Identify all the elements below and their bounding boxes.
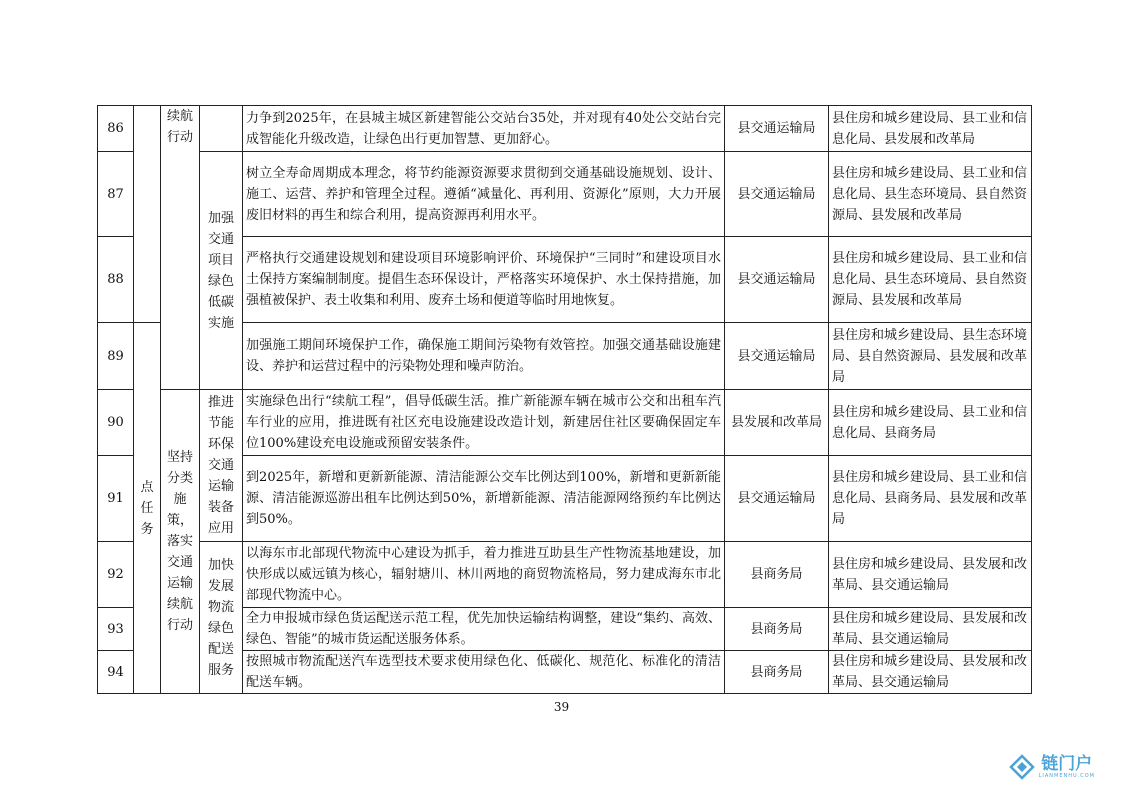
lead-unit: 县交通运输局 xyxy=(725,456,829,542)
task-content: 按照城市物流配送汽车选型技术要求使用绿色化、低碳化、规范化、标准化的清洁配送车辆。 xyxy=(243,651,725,694)
watermark-logo xyxy=(1009,754,1095,780)
table-row xyxy=(98,390,1032,456)
row-number: 91 xyxy=(98,456,134,542)
diamond-logo-icon xyxy=(1009,754,1035,780)
cooperating-units: 县住房和城乡建设局、县工业和信息化局、县商务局、县发展和改革局 xyxy=(829,456,1032,542)
cooperating-units: 县住房和城乡建设局、县工业和信息化局、县生态环境局、县自然资源局、县发展和改革局 xyxy=(829,237,1032,323)
task-content: 严格执行交通建设规划和建设项目环境影响评价、环境保护“三同时”和建设项目水土保持方案编制制度。提倡生态环保设计，严格落实环境保护、水土保持措施，加强植被保护、表土收集和利用、废弃土场和便道等临时用地恢复。 xyxy=(243,237,725,323)
row-number: 87 xyxy=(98,152,134,237)
cooperating-units: 县住房和城乡建设局、县发展和改革局、县交通运输局 xyxy=(829,542,1032,608)
lead-unit: 县交通运输局 xyxy=(725,237,829,323)
row-number: 90 xyxy=(98,390,134,456)
row-number: 89 xyxy=(98,323,134,390)
row-number: 93 xyxy=(98,608,134,651)
cooperating-units: 县住房和城乡建设局、县发展和改革局、县交通运输局 xyxy=(829,651,1032,694)
watermark-title: 链门户 xyxy=(1041,754,1093,774)
table-row xyxy=(98,106,1032,152)
table-row xyxy=(98,542,1032,608)
lead-unit: 县交通运输局 xyxy=(725,106,829,152)
cooperating-units: 县住房和城乡建设局、县发展和改革局、县交通运输局 xyxy=(829,608,1032,651)
lead-unit: 县发展和改革局 xyxy=(725,390,829,456)
lead-unit: 县商务局 xyxy=(725,608,829,651)
cooperating-units: 县住房和城乡建设局、县工业和信息化局、县生态环境局、县自然资源局、县发展和改革局 xyxy=(829,152,1032,237)
category-cell-empty xyxy=(134,106,161,323)
watermark-subtitle: LIANMENHU.COM xyxy=(1038,773,1095,779)
task-content: 到2025年，新增和更新新能源、清洁能源公交车比例达到100%，新增和更新新能源、清洁能源巡游出租车比例达到50%，新增新能源、清洁能源网络预约车比例达到50%。 xyxy=(243,456,725,542)
subcategory-keypoint xyxy=(161,390,200,694)
category-main xyxy=(134,323,161,694)
table-row xyxy=(98,152,1032,237)
category-main-text: 点任务 xyxy=(140,479,154,537)
task-content: 树立全寿命周期成本理念，将节约能源资源要求贯彻到交通基础设施规划、设计、施工、运营、养护和管理全过程。遵循“减量化、再利用、资源化”原则，大力开展废旧材料的再生和综合利用，提高资源再利用水平。 xyxy=(243,152,725,237)
task-content: 力争到2025年，在县城主城区新建智能公交站台35处，并对现有40处公交站台完成智能化升级改造，让绿色出行更加智慧、更加舒心。 xyxy=(243,106,725,152)
row-number: 92 xyxy=(98,542,134,608)
task-content: 以海东市北部现代物流中心建设为抓手，着力推进互助县生产性物流基地建设，加快形成以威远镇为核心，辐射塘川、林川两地的商贸物流格局，努力建成海东市北部现代物流中心。 xyxy=(243,542,725,608)
lead-unit: 县交通运输局 xyxy=(725,152,829,237)
cooperating-units: 县住房和城乡建设局、县工业和信息化局、县发展和改革局 xyxy=(829,106,1032,152)
category-fragment-text: 续航行动 xyxy=(166,109,193,145)
row-number: 86 xyxy=(98,106,134,152)
cooperating-units: 县住房和城乡建设局、县生态环境局、县自然资源局、县发展和改革局 xyxy=(829,323,1032,390)
subcategory-equipment: 推进节能环保交通运输装备应用 xyxy=(200,390,243,542)
row-number: 94 xyxy=(98,651,134,694)
subcategory-keypoint-text: 坚持分类施策，落实交通运输续航行动 xyxy=(166,450,193,633)
lead-unit: 县商务局 xyxy=(725,651,829,694)
subcategory-cell-empty xyxy=(200,106,243,152)
row-number: 88 xyxy=(98,237,134,323)
lead-unit: 县交通运输局 xyxy=(725,323,829,390)
task-content: 实施绿色出行“续航工程”，倡导低碳生活。推广新能源车辆在城市公交和出租车汽车行业的应用，推进既有社区充电设施建设改造计划，新建居住社区要确保固定车位100%建设充电设施或预留安装条件。 xyxy=(243,390,725,456)
page-number: 39 xyxy=(553,700,570,714)
cooperating-units: 县住房和城乡建设局、县工业和信息化局、县商务局 xyxy=(829,390,1032,456)
task-content: 加强施工期间环境保护工作，确保施工期间污染物有效管控。加强交通基础设施建设、养护和运营过程中的污染物处理和噪声防治。 xyxy=(243,323,725,390)
subcategory-logistics: 加快发展物流绿色配送服务 xyxy=(200,542,243,694)
subcategory-low-carbon: 加强交通项目绿色低碳实施 xyxy=(200,152,243,390)
category-fragment xyxy=(161,106,200,390)
lead-unit: 县商务局 xyxy=(725,542,829,608)
task-table xyxy=(97,105,1032,694)
task-content: 全力申报城市绿色货运配送示范工程，优先加快运输结构调整，建设“集约、高效、绿色、智能”的城市货运配送服务体系。 xyxy=(243,608,725,651)
